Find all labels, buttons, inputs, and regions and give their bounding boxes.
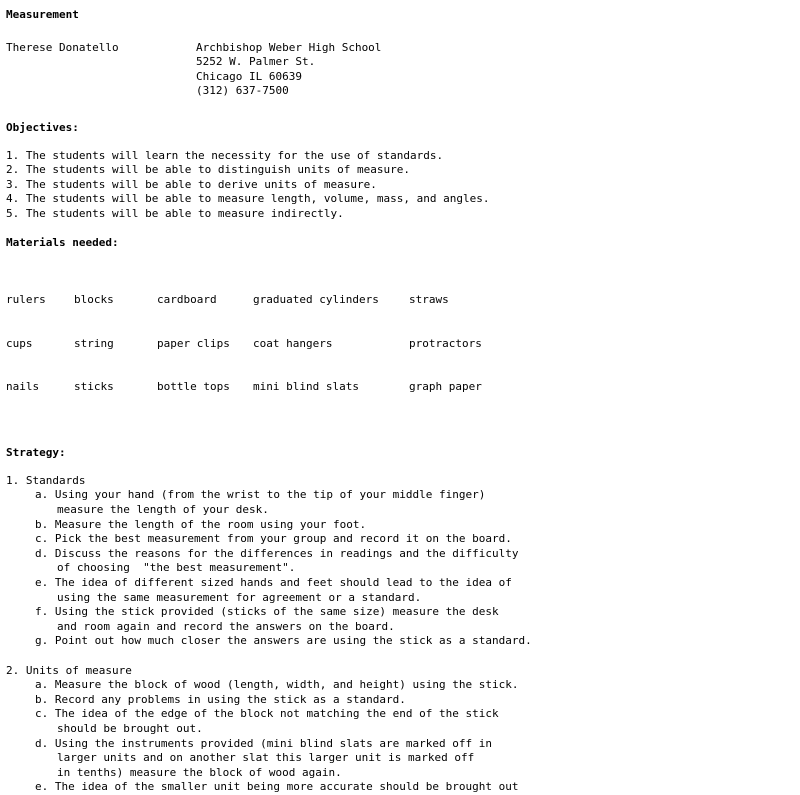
strategy-step-line: e. The idea of the smaller unit being more accurate should be brought out <box>35 780 519 794</box>
materials-column <box>409 264 529 425</box>
strategy-step-line: b. Record any problems in using the stick as a standard. <box>35 692 406 706</box>
list-item: 2. The students will be able to distinguish units of measure. <box>6 163 410 177</box>
page-title: Measurement <box>6 8 79 21</box>
objectives-heading: Objectives: <box>6 120 79 134</box>
list-item: 4. The students will be able to measure length, volume, mass, and angles. <box>6 192 490 206</box>
materials-column <box>74 264 157 425</box>
materials-table <box>6 264 800 425</box>
strategy-step-line: in tenths) measure the block of wood again. <box>57 765 342 779</box>
material-item: cups <box>6 336 33 350</box>
material-item: mini blind slats <box>253 380 359 394</box>
strategy-heading: Strategy: <box>6 446 66 460</box>
strategy-step <box>35 532 800 547</box>
material-item: straws <box>409 292 449 306</box>
materials-column <box>6 264 74 425</box>
school-address <box>196 41 381 99</box>
author-name: Therese Donatello <box>6 40 119 54</box>
strategy-step-line: and room again and record the answers on the board. <box>57 619 395 633</box>
strategy-step <box>35 547 800 576</box>
strategy-step-line: a. Measure the block of wood (length, width, and height) using the stick. <box>35 678 519 692</box>
objectives-list <box>6 149 800 222</box>
spacer <box>6 649 800 664</box>
strategy-section-title: 2. Units of measure <box>6 663 132 677</box>
material-item: nails <box>6 380 40 394</box>
material-item: bottle tops <box>157 380 230 394</box>
contact-block <box>6 41 800 99</box>
material-item: rulers <box>6 292 46 306</box>
address-line: Chicago IL 60639 <box>196 69 302 83</box>
strategy-step <box>35 707 800 736</box>
material-item: protractors <box>409 336 482 350</box>
strategy-step-line: f. Using the stick provided (sticks of the same size) measure the desk <box>35 605 499 619</box>
strategy-sub-list <box>35 678 800 795</box>
address-line: 5252 W. Palmer St. <box>196 55 316 69</box>
strategy-step-line: larger units and on another slat this larger unit is marked off <box>57 751 475 765</box>
strategy-step-line: c. The idea of the edge of the block not matching the end of the stick <box>35 707 499 721</box>
strategy-step <box>35 780 800 795</box>
spacer <box>6 222 800 237</box>
strategy-step-line: a. Using your hand (from the wrist to the tip of your middle finger) <box>35 488 486 502</box>
strategy-step <box>35 488 800 517</box>
strategy-step-line: g. Point out how much closer the answers are using the stick as a standard. <box>35 634 532 648</box>
materials-heading: Materials needed: <box>6 236 119 250</box>
strategy-step <box>35 605 800 634</box>
material-item: string <box>74 336 114 350</box>
list-item: 5. The students will be able to measure indirectly. <box>6 206 344 220</box>
strategy-section-2 <box>6 664 800 795</box>
strategy-step-line: using the same measurement for agreement or a standard. <box>57 590 422 604</box>
strategy-step <box>35 737 800 781</box>
materials-column <box>253 264 409 425</box>
strategy-step-line: d. Discuss the reasons for the differences in readings and the difficulty <box>35 546 519 560</box>
strategy-sub-list <box>35 488 800 649</box>
list-item: 1. The students will learn the necessity for the use of standards. <box>6 148 444 162</box>
strategy-step <box>35 693 800 708</box>
strategy-step-line: of choosing "the best measurement". <box>57 561 296 575</box>
materials-column <box>157 264 253 425</box>
strategy-step-line: should be brought out. <box>57 721 203 735</box>
material-item: paper clips <box>157 336 230 350</box>
strategy-step <box>35 634 800 649</box>
material-item: graduated cylinders <box>253 292 379 306</box>
material-item: sticks <box>74 380 114 394</box>
strategy-step <box>35 518 800 533</box>
strategy-step <box>35 678 800 693</box>
address-line: Archbishop Weber High School <box>196 40 382 54</box>
strategy-step-line: measure the length of your desk. <box>57 503 269 517</box>
strategy-step <box>35 576 800 605</box>
list-item: 3. The students will be able to derive units of measure. <box>6 177 377 191</box>
material-item: blocks <box>74 292 114 306</box>
strategy-step-line: b. Measure the length of the room using your foot. <box>35 517 367 531</box>
material-item: cardboard <box>157 292 217 306</box>
address-line: (312) 637-7500 <box>196 84 289 98</box>
strategy-step-line: c. Pick the best measurement from your group and record it on the board. <box>35 532 512 546</box>
strategy-step-line: e. The idea of different sized hands and feet should lead to the idea of <box>35 576 512 589</box>
strategy-step-line: d. Using the instruments provided (mini blind slats are marked off in <box>35 736 492 750</box>
material-item: coat hangers <box>253 336 333 350</box>
strategy-section-title: 1. Standards <box>6 473 86 487</box>
material-item: graph paper <box>409 380 482 394</box>
strategy-section-1 <box>6 474 800 649</box>
